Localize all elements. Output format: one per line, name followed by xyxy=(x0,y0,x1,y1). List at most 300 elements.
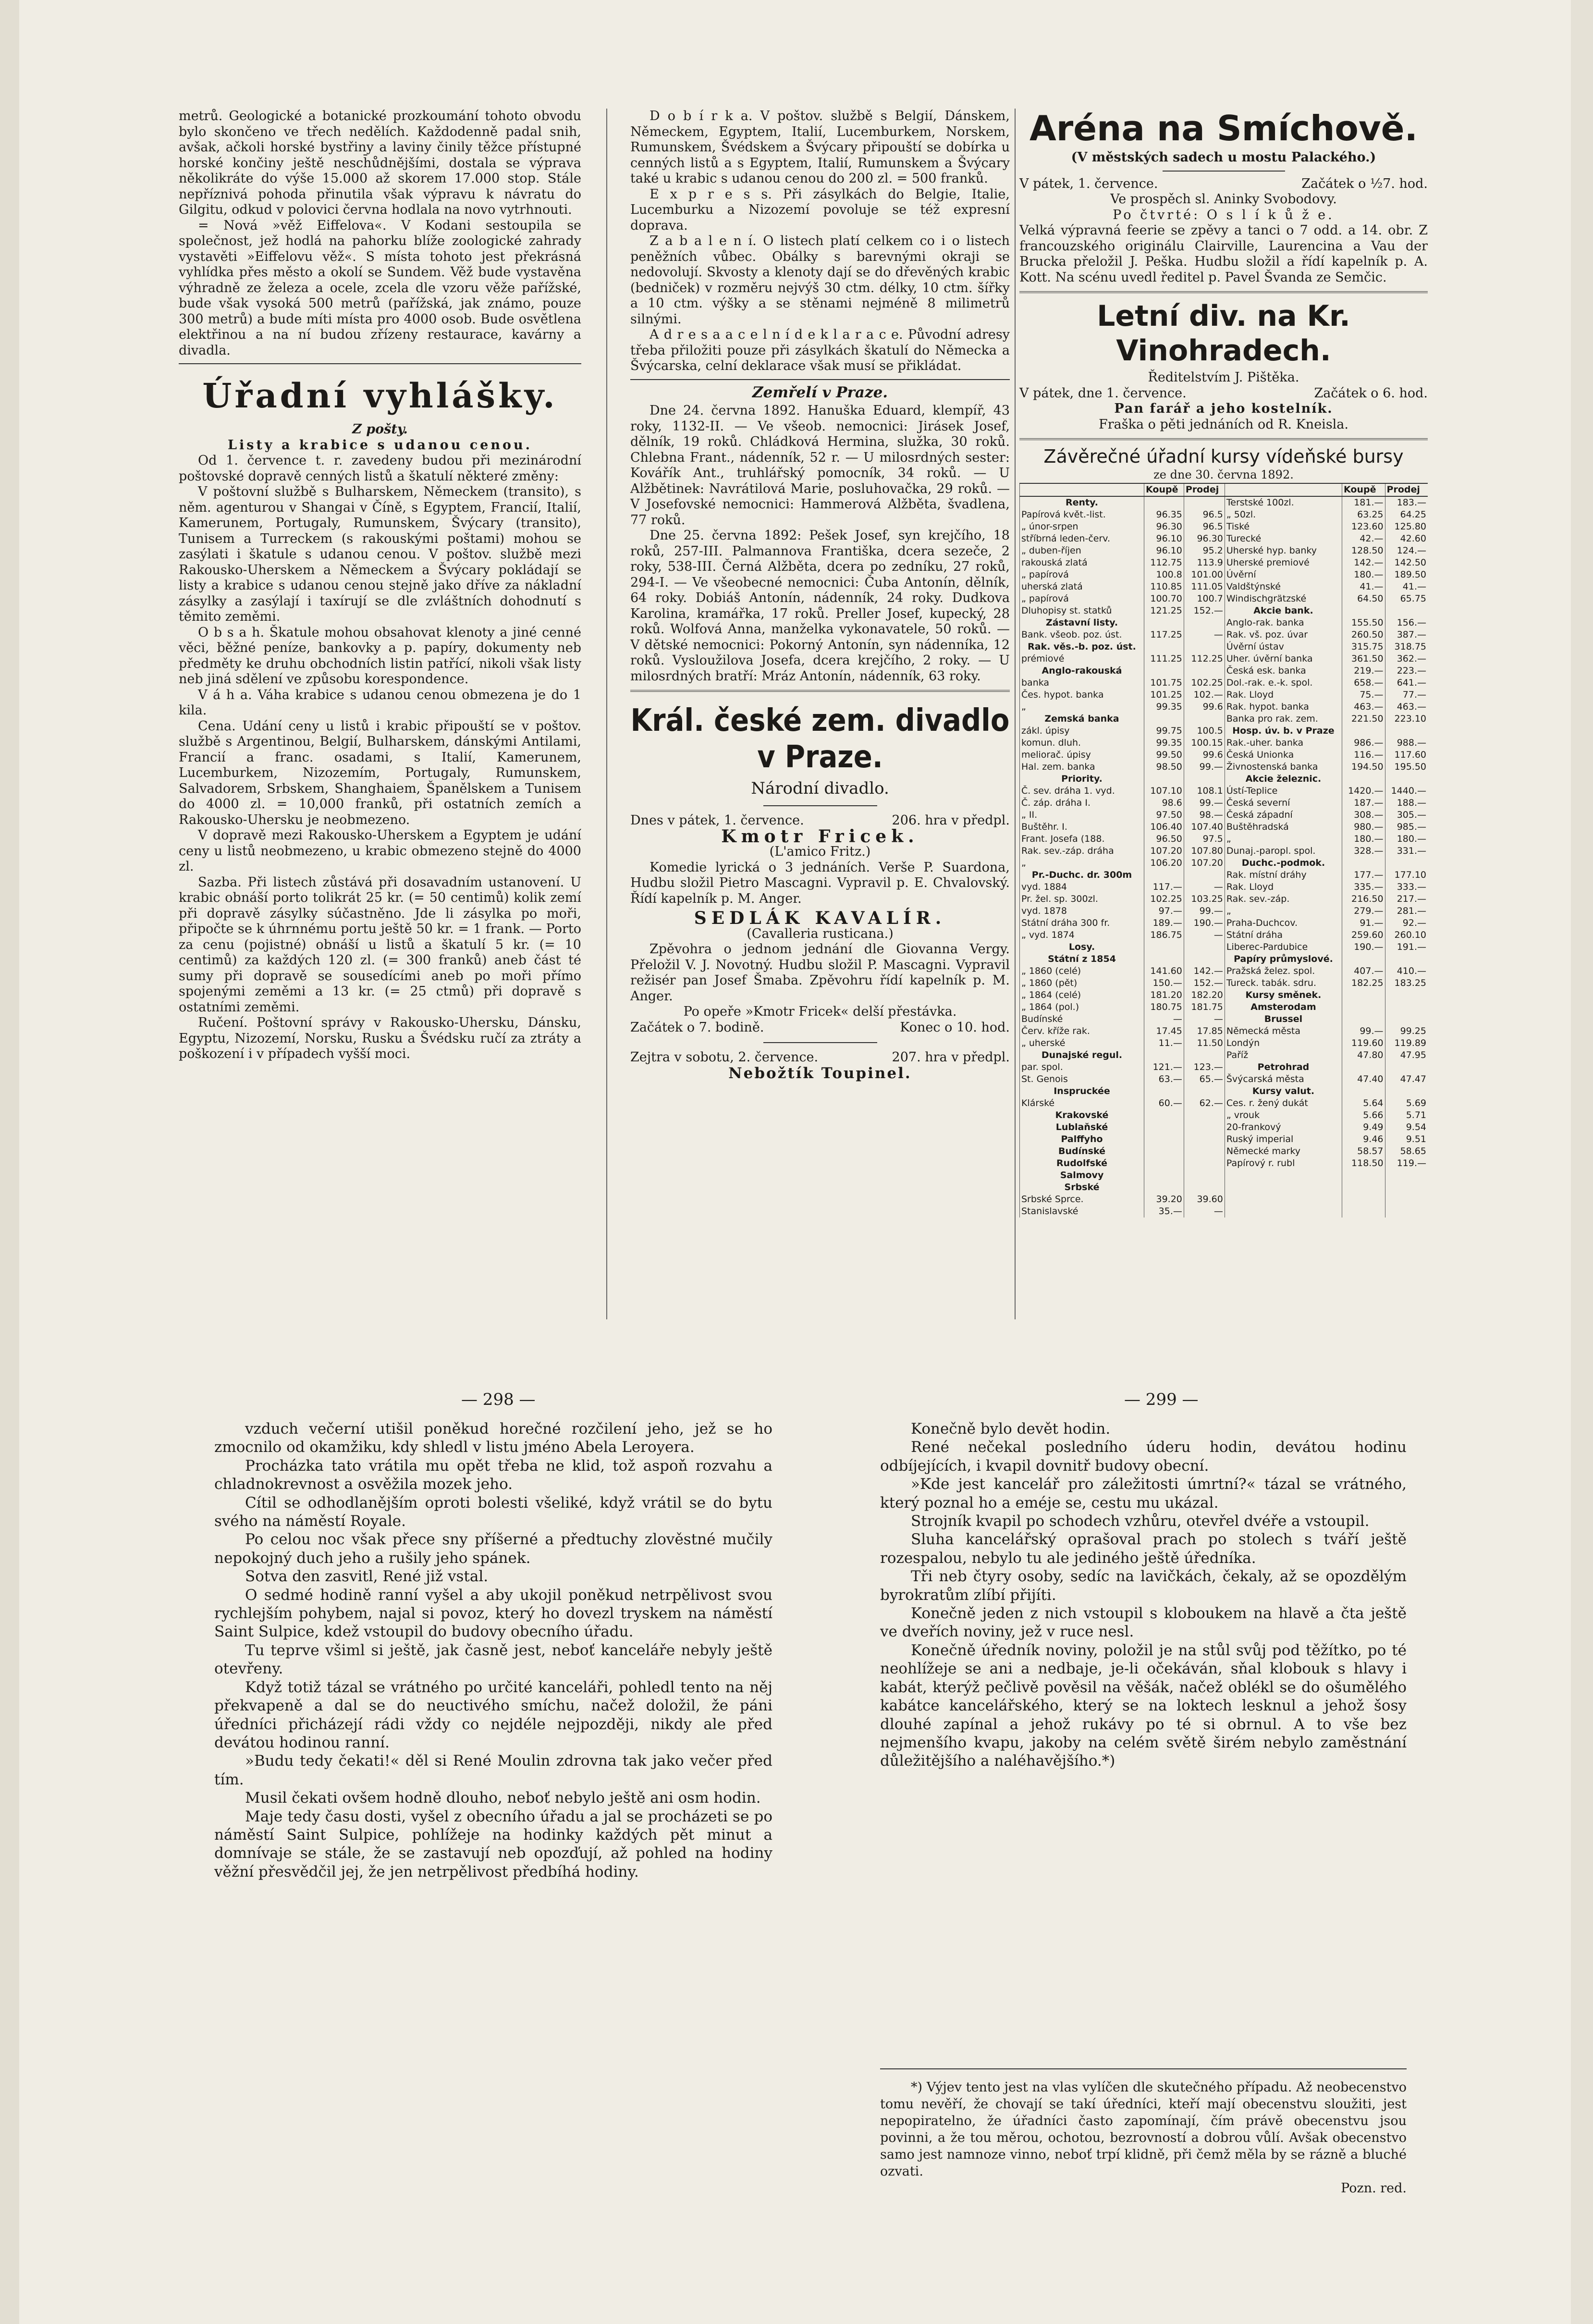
bursa-label: „ papírová xyxy=(1020,569,1144,581)
bursa-buy xyxy=(1144,941,1184,953)
bursa-buy: 39.20 xyxy=(1144,1193,1184,1205)
bursa-buy: 142.— xyxy=(1342,557,1385,569)
letni-director: Ředitelstvím J. Pištěka. xyxy=(1148,370,1299,385)
start-time: Začátek o 7. bodině. xyxy=(630,1020,764,1035)
play-title: SEDLÁK KAVALÍR. xyxy=(694,908,946,928)
bursa-label: Rak.-uher. banka xyxy=(1225,737,1342,749)
bursa-sell: 260.10 xyxy=(1385,929,1428,941)
bursa-label: „ II. xyxy=(1020,809,1144,821)
bursa-label: Kursy valut. xyxy=(1225,1085,1342,1097)
divider xyxy=(1019,291,1428,293)
bursa-label: „ vrouk xyxy=(1225,1109,1342,1121)
bursa-label: meliorač. úpisy xyxy=(1020,749,1144,761)
bursa-sell xyxy=(1184,1169,1225,1181)
bursa-buy: 47.40 xyxy=(1342,1073,1385,1085)
bursa-buy: 155.50 xyxy=(1342,617,1385,629)
bursa-row xyxy=(1020,821,1428,833)
bursa-sell xyxy=(1184,713,1225,725)
bursa-label: prémiové xyxy=(1020,653,1144,665)
bursa-label: Papírová květ.-list. xyxy=(1020,509,1144,521)
tomorrow-row xyxy=(630,1050,1010,1066)
bursa-sell: — xyxy=(1184,629,1225,641)
tomorrow-subscription: 207. hra v předpl. xyxy=(892,1050,1010,1065)
bursa-buy: 121.— xyxy=(1144,1061,1184,1073)
bursa-buy: 91.— xyxy=(1342,917,1385,929)
bursa-label: Č. záp. dráha I. xyxy=(1020,797,1144,809)
bursa-buy: 141.60 xyxy=(1144,965,1184,977)
column-2 xyxy=(630,109,1010,1081)
bursa-sell: 98.— xyxy=(1184,809,1225,821)
bursa-row xyxy=(1020,665,1428,677)
story-right-page xyxy=(880,1420,1407,1771)
bursa-sell: 142.— xyxy=(1184,965,1225,977)
bursa-label: „ uherské xyxy=(1020,1037,1144,1049)
letni-heading: Letní div. na Kr. Vinohradech. xyxy=(1097,299,1350,368)
bursa-sell xyxy=(1385,1169,1428,1181)
bursa-label: „ 1864 (pol.) xyxy=(1020,1001,1144,1013)
story-paragraph: Konečně úředník noviny, položil je na stůl svůj pod těžítko, po té neohlížeje se ani a nedbaje, je-li očekáván, sňal klobouk s hlavy i kabát, kterýž pečlivě pověsil na věšák, načež oblékl se do ošumělého kabátce kancelářského, který se na loktech lesknul a jehož šosy dlouhé zapínal a jehož rukávy po té si obrnul. A to vše bez nejmenšího kvapu, jakoby na celém světě širém nebylo zaměstnání důležitějšího a naléhavějšího.*) xyxy=(880,1641,1407,1770)
bursa-sell xyxy=(1184,1133,1225,1145)
bursa-sell: 180.— xyxy=(1385,833,1428,845)
bursa-buy: 11.— xyxy=(1144,1037,1184,1049)
column-3 xyxy=(1019,109,1428,1217)
bursa-buy: 119.60 xyxy=(1342,1037,1385,1049)
bursa-sell: 100.15 xyxy=(1184,737,1225,749)
bursa-buy: 98.6 xyxy=(1144,797,1184,809)
bursa-sell: 217.— xyxy=(1385,893,1428,905)
bursa-label: Česká severní xyxy=(1225,797,1342,809)
bursa-label: Rak. místní dráhy xyxy=(1225,869,1342,881)
play-title: Kmotr Fricek. xyxy=(721,826,919,847)
bursa-buy: 180.— xyxy=(1342,569,1385,581)
bursa-buy: 60.— xyxy=(1144,1097,1184,1109)
bursa-sell: 96.30 xyxy=(1184,533,1225,545)
arena-benefit: Ve prospěch sl. Aninky Svobodovy. xyxy=(1110,192,1337,207)
bursa-buy xyxy=(1342,1085,1385,1097)
bursa-label: Rak. sev.-záp. xyxy=(1225,893,1342,905)
bursa-buy: 121.25 xyxy=(1144,605,1184,617)
bursa-buy: 658.— xyxy=(1342,677,1385,689)
bursa-label: „ 50zl. xyxy=(1225,509,1342,521)
bursa-label: Frant. Josefa (188. xyxy=(1020,833,1144,845)
bursa-buy: 75.— xyxy=(1342,689,1385,701)
footnote-signature: Pozn. red. xyxy=(1341,2181,1407,2196)
deaths-list: Dne 25. června 1892: Pešek Josef, syn krejčího, 18 roků, 257-III. Palmannova Františka, dcera sezeče, 2 roky, 538-III. Černá Alžběta, dcera po zedníku, 27 roků, 294-I. — Ve všeobecné nemocnici: Čuba Antonín, dělník, 64 roky. Dobiáš Antonín, nádenník, 24 roky. Dudkova Karolina, kramářka, 17 roků. Preller Josef, kupecký, 28 roků. Wolfová Anna, manželka vykonavatele, 50 roků. — V dětské nemocnici: Pokorný Antonín, syn nádenníka, 12 roků. Vysloužilova Josefa, dcera krejčího, 2 roky. — U milosrdných bratří: Mráz Antonín, nádenník, 63 roky. xyxy=(630,528,1010,684)
bursa-buy: 96.35 xyxy=(1144,509,1184,521)
bursa-row xyxy=(1020,496,1428,509)
bursa-label: Akcie železnic. xyxy=(1225,773,1342,785)
bursa-sell: 100.5 xyxy=(1184,725,1225,737)
story-paragraph: Maje tedy času dosti, vyšel z obecního úřadu a jal se procházeti se po náměstí Saint Sulpice, pohlížeje na hodinky každých pět minut a domnívaje se stále, že se zastavují neb opozďují, až pohled na hodiny věžní přesvědčil jej, že jen netrpělivost předbíhá hodiny. xyxy=(214,1808,772,1881)
bursa-sell xyxy=(1184,641,1225,653)
bursa-label: Rak. Lloyd xyxy=(1225,689,1342,701)
bursa-sell: — xyxy=(1184,1205,1225,1217)
story-paragraph: Sluha kancelářský oprašoval prach po stolech s tváří ještě rozespalou, nebylo tu ale jediného ještě úředníka. xyxy=(880,1531,1407,1567)
bursa-row xyxy=(1020,749,1428,761)
bursa-label xyxy=(1225,1193,1342,1205)
bursa-label: Srbské Sprce. xyxy=(1020,1193,1144,1205)
bursa-buy: 63.— xyxy=(1144,1073,1184,1085)
bursa-buy: 260.50 xyxy=(1342,629,1385,641)
bursa-body xyxy=(1020,496,1428,1217)
bursa-label: Švýcarská města xyxy=(1225,1073,1342,1085)
bursa-buy xyxy=(1144,1157,1184,1169)
bursa-row xyxy=(1020,1109,1428,1121)
bursa-buy: 110.85 xyxy=(1144,581,1184,593)
bursa-sell xyxy=(1385,953,1428,965)
bursa-label: Buštěhradská xyxy=(1225,821,1342,833)
bursa-label: Banka pro rak. zem. xyxy=(1225,713,1342,725)
bursa-buy xyxy=(1144,1085,1184,1097)
bursa-buy: 41.— xyxy=(1342,581,1385,593)
bursa-row xyxy=(1020,677,1428,689)
bursa-label: Akcie bank. xyxy=(1225,605,1342,617)
bursa-buy xyxy=(1342,953,1385,965)
bursa-sell: 112.25 xyxy=(1184,653,1225,665)
bursa-sell: 102.25 xyxy=(1184,677,1225,689)
bursa-label: Windischgrätzské xyxy=(1225,593,1342,605)
bursa-row xyxy=(1020,1145,1428,1157)
divider xyxy=(179,363,581,364)
bursa-label: uherská zlatá xyxy=(1020,581,1144,593)
story-paragraph: Po celou noc však přece sny příšerné a předtuchy zlověstné mučily nepokojný duch jeho a rušily jeho spánek. xyxy=(214,1531,772,1567)
bursa-label xyxy=(1225,1169,1342,1181)
bursa-sell: — xyxy=(1184,929,1225,941)
story-paragraph: Konečně bylo devět hodin. xyxy=(911,1420,1111,1438)
bursa-label: Česká esk. banka xyxy=(1225,665,1342,677)
bursa-sell: 65.— xyxy=(1184,1073,1225,1085)
bursa-header: Prodej xyxy=(1385,483,1428,496)
play-description: Zpěvohra o jednom jednání dle Giovanna Vergy. Přeložil V. J. Novotný. Hudbu složil P. Mascagni. Vypravil režisér pan Josef Šmaba. Zpěvohru řídí kapelník p. M. Anger. xyxy=(630,942,1010,1004)
bursa-sell: 17.85 xyxy=(1184,1025,1225,1037)
bursa-row xyxy=(1020,1037,1428,1049)
bursa-buy: 64.50 xyxy=(1342,593,1385,605)
divider xyxy=(1019,438,1428,440)
bursa-row xyxy=(1020,773,1428,785)
bursa-buy: 315.75 xyxy=(1342,641,1385,653)
bursa-label: Brussel xyxy=(1225,1013,1342,1025)
story-paragraph: Procházka tato vrátila mu opět třeba ne klid, tož aspoň rozvahu a chladnokrevnost a osvěžila mozek jeho. xyxy=(214,1457,772,1493)
bursa-row xyxy=(1020,965,1428,977)
bursa-sell: 95.2 xyxy=(1184,545,1225,557)
bursa-buy xyxy=(1144,1121,1184,1133)
theatre-heading: Král. české zem. divadlo v Praze. xyxy=(630,703,1010,775)
bursa-label: Losy. xyxy=(1020,941,1144,953)
bursa-label: Zástavní listy. xyxy=(1020,617,1144,629)
bursa-sell: 183.— xyxy=(1385,496,1428,509)
bursa-buy xyxy=(1144,1049,1184,1061)
footnote xyxy=(880,2068,1407,2197)
bursa-buy: 1420.— xyxy=(1342,785,1385,797)
bursa-sell: 641.— xyxy=(1385,677,1428,689)
bursa-buy: 216.50 xyxy=(1342,893,1385,905)
bursa-row xyxy=(1020,725,1428,737)
bursa-label: Rak. věs.-b. poz. úst. xyxy=(1020,641,1144,653)
bursa-label: Česká Unionka xyxy=(1225,749,1342,761)
bursa-sell: 333.— xyxy=(1385,881,1428,893)
bursa-sell xyxy=(1184,869,1225,881)
bursa-label: „ duben-říjen xyxy=(1020,545,1144,557)
bursa-label: „ 1864 (celé) xyxy=(1020,989,1144,1001)
bursa-label: Pr. žel. sp. 300zl. xyxy=(1020,893,1144,905)
bursa-header xyxy=(1225,483,1342,496)
bursa-row xyxy=(1020,557,1428,569)
bursa-sell xyxy=(1385,1193,1428,1205)
section-heading-notices: Úřadní vyhlášky. xyxy=(202,376,558,416)
bursa-buy xyxy=(1144,1181,1184,1193)
bursa-buy: 150.— xyxy=(1144,977,1184,989)
bursa-label: Anglo-rakouská xyxy=(1020,665,1144,677)
bursa-sell: 188.— xyxy=(1385,797,1428,809)
bursa-label: Uherské premiové xyxy=(1225,557,1342,569)
bursa-row xyxy=(1020,869,1428,881)
bursa-row xyxy=(1020,569,1428,581)
bursa-buy: 96.10 xyxy=(1144,533,1184,545)
bursa-label: „ únor-srpen xyxy=(1020,521,1144,533)
bursa-row xyxy=(1020,1061,1428,1073)
bursa-sell xyxy=(1385,1205,1428,1217)
bursa-label: Lublaňské xyxy=(1020,1121,1144,1133)
bursa-row xyxy=(1020,1013,1428,1025)
bursa-row xyxy=(1020,785,1428,797)
bursa-buy: 17.45 xyxy=(1144,1025,1184,1037)
bursa-label: Rak. sev.-záp. dráha xyxy=(1020,845,1144,857)
bursa-sell: 5.69 xyxy=(1385,1097,1428,1109)
notice-paragraph: D o b í r k a. V poštov. službě s Belgií, Dánskem, Německem, Egyptem, Italií, Lucemburkem, Norskem, Rumunskem, Švédskem a Švýcary připouští se dobírka u cenných listů a s Egyptem, Italií, Rumunskem a Švýcary také u krabic s udanou cenou do 200 zl. = 500 franků. xyxy=(630,109,1010,186)
bursa-buy: 186.75 xyxy=(1144,929,1184,941)
bursa-row xyxy=(1020,797,1428,809)
bursa-sell: 9.51 xyxy=(1385,1133,1428,1145)
notice-paragraph: V poštovní službě s Bulharskem, Německem (transito), s něm. agenturou v Shangai v Číně, s Egyptem, Francií, Italií, Kamerunem, Portugaly, Rumunskem, Švýcary (transito), Tunisem a Turreckem (s rakouskými poštami) mohou se zasýlati i škatule s udanou cenou. V poštov. službě mezi Rakousko-Uherskem a Německem a Švýcary pokládají se listy a krabice s udanou cenou stejně jako dříve za nákladní zásylky a zasýlají i taxírují se dle zvláštních dohodnutí s těmito zeměmi. xyxy=(179,484,581,624)
bursa-sell: 152.— xyxy=(1184,977,1225,989)
bursa-label: Úvěrní ústav xyxy=(1225,641,1342,653)
bursa-buy: 100.8 xyxy=(1144,569,1184,581)
bursa-sell xyxy=(1184,1157,1225,1169)
bursa-sell: 177.10 xyxy=(1385,869,1428,881)
bursa-label xyxy=(1225,1181,1342,1193)
bursa-sell xyxy=(1385,989,1428,1001)
bursa-label: Pr.-Duchc. dr. 300m xyxy=(1020,869,1144,881)
tomorrow-play: Nebožtík Toupinel. xyxy=(728,1064,912,1082)
arena-subheading: (V městských sadech u mostu Palackého.) xyxy=(1071,150,1376,165)
bursa-buy: 980.— xyxy=(1342,821,1385,833)
bursa-label: Ces. r. žený dukát xyxy=(1225,1097,1342,1109)
bursa-buy: 180.75 xyxy=(1144,1001,1184,1013)
bursa-label: par. spol. xyxy=(1020,1061,1144,1073)
bursa-buy: 187.— xyxy=(1342,797,1385,809)
bursa-label: Rudolfské xyxy=(1020,1157,1144,1169)
bursa-row xyxy=(1020,689,1428,701)
bursa-sell: 92.— xyxy=(1385,917,1428,929)
bursa-label: Tiské xyxy=(1225,521,1342,533)
bursa-sell: 99.6 xyxy=(1184,701,1225,713)
bursa-row xyxy=(1020,1049,1428,1061)
bursa-row xyxy=(1020,941,1428,953)
bursa-buy xyxy=(1144,641,1184,653)
story-paragraph: Sotva den zasvitl, René již vstal. xyxy=(245,1568,489,1586)
bursa-label: Úvěrní xyxy=(1225,569,1342,581)
bursa-sell: 47.95 xyxy=(1385,1049,1428,1061)
column-divider xyxy=(606,109,607,1319)
bursa-sell: 97.5 xyxy=(1184,833,1225,845)
bursa-row xyxy=(1020,1205,1428,1217)
bursa-row xyxy=(1020,1085,1428,1097)
bursa-label: „ xyxy=(1225,833,1342,845)
bursa-sell xyxy=(1385,1013,1428,1025)
bursa-header: Prodej xyxy=(1184,483,1225,496)
bursa-buy xyxy=(1342,1169,1385,1181)
bursa-label: Duchc.-podmok. xyxy=(1225,857,1342,869)
bursa-buy: 106.40 xyxy=(1144,821,1184,833)
bursa-buy: 116.— xyxy=(1342,749,1385,761)
bursa-sell xyxy=(1184,773,1225,785)
bursa-sell: 96.5 xyxy=(1184,509,1225,521)
bursa-sell xyxy=(1385,1001,1428,1013)
story-paragraph: O sedmé hodině ranní vyšel a aby ukojil poněkud netrpělivost svou rychlejším pohybem, najal si povoz, který ho dovezl tryskem na náměstí Saint Sulpice, kdež vstoupil do budovy obecního úřadu. xyxy=(214,1586,772,1641)
bursa-row xyxy=(1020,521,1428,533)
bursa-row xyxy=(1020,761,1428,773)
arena-description: Velká výpravná feerie se zpěvy a tanci o 7 odd. a 14. obr. Z francouzského originálu Clairville, Laurencina a Vau der Brucka přeložil J. Peška. Hudbu složil a řídí kapelník p. A. Kott. Na scénu uvedl ředitel p. Pavel Švanda ze Semčic. xyxy=(1019,223,1428,285)
letni-start: Začátek o 6. hod. xyxy=(1314,385,1428,401)
bursa-row xyxy=(1020,509,1428,521)
bursa-buy: 221.50 xyxy=(1342,713,1385,725)
bursa-sell: 195.50 xyxy=(1385,761,1428,773)
bursa-sell: 124.— xyxy=(1385,545,1428,557)
story-paragraph: Musil čekati ovšem hodně dlouho, neboť nebylo ještě ani osm hodin. xyxy=(245,1789,761,1807)
bursa-label: Státní dráha 300 fr. xyxy=(1020,917,1144,929)
bursa-label: Německé marky xyxy=(1225,1145,1342,1157)
bursa-label: Palffyho xyxy=(1020,1133,1144,1145)
bursa-buy xyxy=(1342,1013,1385,1025)
bursa-label: Rak. vš. poz. úvar xyxy=(1225,629,1342,641)
bursa-sell: 223.10 xyxy=(1385,713,1428,725)
bursa-label: 20-frankový xyxy=(1225,1121,1342,1133)
bursa-row xyxy=(1020,1073,1428,1085)
bursa-label: Stanislavské xyxy=(1020,1205,1144,1217)
bursa-row xyxy=(1020,1025,1428,1037)
bursa-sell: 101.00 xyxy=(1184,569,1225,581)
bursa-label: Priority. xyxy=(1020,773,1144,785)
bursa-sell xyxy=(1385,1085,1428,1097)
story-paragraph: Cítil se odhodlanějším oproti bolesti všeliké, když vrátil se do bytu svého na náměstí Royale. xyxy=(214,1494,772,1530)
bursa-row xyxy=(1020,653,1428,665)
notice-paragraph: Od 1. července t. r. zavedeny budou při mezinárodní poštovské dopravě cenných listů a škatulí některé změny: xyxy=(179,453,581,484)
bursa-buy: 96.10 xyxy=(1144,545,1184,557)
bursa-buy xyxy=(1144,713,1184,725)
bursa-sell: 62.— xyxy=(1184,1097,1225,1109)
bursa-buy: 118.50 xyxy=(1342,1157,1385,1169)
bursa-sell: 156.— xyxy=(1385,617,1428,629)
bursa-sell: 305.— xyxy=(1385,809,1428,821)
bursa-row xyxy=(1020,629,1428,641)
bursa-header: Koupě xyxy=(1342,483,1385,496)
bursa-buy xyxy=(1144,953,1184,965)
bursa-sell: 5.71 xyxy=(1385,1109,1428,1121)
bursa-buy xyxy=(1342,1193,1385,1205)
bursa-label: Kursy směnek. xyxy=(1225,989,1342,1001)
bursa-sell: 107.20 xyxy=(1184,857,1225,869)
bursa-label: Tureck. tabák. sdru. xyxy=(1225,977,1342,989)
bursa-row xyxy=(1020,989,1428,1001)
bursa-sell: — xyxy=(1184,881,1225,893)
bursa-buy: 986.— xyxy=(1342,737,1385,749)
bursa-label: Pražská želez. spol. xyxy=(1225,965,1342,977)
bursa-label: Srbské xyxy=(1020,1181,1144,1193)
bursa-sell: 410.— xyxy=(1385,965,1428,977)
bursa-sell: 11.50 xyxy=(1184,1037,1225,1049)
bursa-buy xyxy=(1342,773,1385,785)
bursa-row xyxy=(1020,1121,1428,1133)
bursa-buy: 101.75 xyxy=(1144,677,1184,689)
bursa-row xyxy=(1020,713,1428,725)
bursa-buy: 279.— xyxy=(1342,905,1385,917)
bursa-title: Závěrečné úřadní kursy vídeňské bursy xyxy=(1043,446,1404,467)
notice-paragraph: Z a b a l e n í. O listech platí celkem co i o listech peněžních vůbec. Obálky s barevnými okraji se nedovolují. Skvosty a klenoty dají se do dřevěných krabic (bedniček) v rozměru nejvýš 30 ctm. délky, 10 ctm. šířky a 10 ctm. výšky a se stěnami nejméně 8 milimetrů silnými. xyxy=(630,234,1010,327)
bursa-label: Uherské hyp. banky xyxy=(1225,545,1342,557)
bursa-row xyxy=(1020,605,1428,617)
bursa-sell: 103.25 xyxy=(1184,893,1225,905)
bursa-row xyxy=(1020,845,1428,857)
play-description: Komedie lyrická o 3 jednáních. Verše P. Suardona, Hudbu složil Pietro Mascagni. Vypravil p. E. Chvalovský. Řídí kapelník p. M. Anger. xyxy=(630,860,1010,906)
notice-paragraph: Cena. Udání ceny u listů i krabic připouští se v poštov. službě s Argentinou, Belgií, Bulharskem, dánskými Antilami, Francií a franc. osadami, s Italií, Kamerunem, Lucemburkem, Nizozemím, Portugaly, Rumunskem, Salvadorem, Srbskem, Shanghaiem, Španělskem a Tunisem do 4000 zl. = 10,000 franků, při ostatních zemích a Rakousko-Uhersku je neobmezeno. xyxy=(179,718,581,827)
bursa-sell: 123.— xyxy=(1184,1061,1225,1073)
bursa-label: „ papírová xyxy=(1020,593,1144,605)
bursa-buy: 99.50 xyxy=(1144,749,1184,761)
bursa-buy: 112.75 xyxy=(1144,557,1184,569)
notice-paragraph: Ručení. Poštovní správy v Rakousko-Uhersku, Dánsku, Egyptu, Nizozemí, Norsku, Rusku a Švédsku ručí za ztráty a poškození i v případech vyšší moci. xyxy=(179,1015,581,1061)
bursa-label: zákl. úpisy xyxy=(1020,725,1144,737)
bursa-sell: 117.60 xyxy=(1385,749,1428,761)
bursa-label: Bank. všeob. poz. úst. xyxy=(1020,629,1144,641)
bursa-buy: 181.— xyxy=(1342,496,1385,509)
bursa-buy xyxy=(1144,1169,1184,1181)
bursa-sell xyxy=(1184,617,1225,629)
bursa-label: Rak. Lloyd xyxy=(1225,881,1342,893)
bursa-buy xyxy=(1144,1145,1184,1157)
bursa-sell: 463.— xyxy=(1385,701,1428,713)
arena-date-row xyxy=(1019,176,1428,192)
bursa-buy: 463.— xyxy=(1342,701,1385,713)
play-subtitle: (Cavalleria rusticana.) xyxy=(747,926,894,941)
bursa-label: Inspruckée xyxy=(1020,1085,1144,1097)
bursa-sell: 58.65 xyxy=(1385,1145,1428,1157)
bursa-sell xyxy=(1184,1121,1225,1133)
bursa-sell: 988.— xyxy=(1385,737,1428,749)
bursa-buy: 107.10 xyxy=(1144,785,1184,797)
bursa-date: ze dne 30. června 1892. xyxy=(1153,468,1294,481)
notice-paragraph: O b s a h. Škatule mohou obsahovat klenoty a jiné cenné věci, běžné peníze, bankovky a p. papíry, dokumenty neb předměty ke druhu obchodních listin patřící, nikoli však listy neb jiná sdělení ve způsobu korespondence. xyxy=(179,625,581,687)
bursa-row xyxy=(1020,1169,1428,1181)
bursa-label: Krakovské xyxy=(1020,1109,1144,1121)
bursa-row xyxy=(1020,1133,1428,1145)
bursa-label: Státní dráha xyxy=(1225,929,1342,941)
column-1 xyxy=(179,109,581,1062)
bursa-sell: 9.54 xyxy=(1385,1121,1428,1133)
bursa-label: Klárské xyxy=(1020,1097,1144,1109)
bursa-label xyxy=(1225,1205,1342,1217)
bursa-label: „ xyxy=(1020,701,1144,713)
bursa-row xyxy=(1020,701,1428,713)
theatre-date: Dnes v pátek, 1. července. xyxy=(630,813,804,828)
bursa-label: Česká západní xyxy=(1225,809,1342,821)
bursa-sell xyxy=(1184,665,1225,677)
bursa-buy xyxy=(1342,989,1385,1001)
bursa-label: Hosp. úv. b. v Praze xyxy=(1225,725,1342,737)
bursa-sell: 387.— xyxy=(1385,629,1428,641)
notice-paragraph: V dopravě mezi Rakousko-Uherskem a Egyptem je udání ceny u listů neobmezeno, u krabic obmezeno stejně do 4000 zl. xyxy=(179,828,581,874)
bursa-sell: 39.60 xyxy=(1184,1193,1225,1205)
bursa-row xyxy=(1020,929,1428,941)
